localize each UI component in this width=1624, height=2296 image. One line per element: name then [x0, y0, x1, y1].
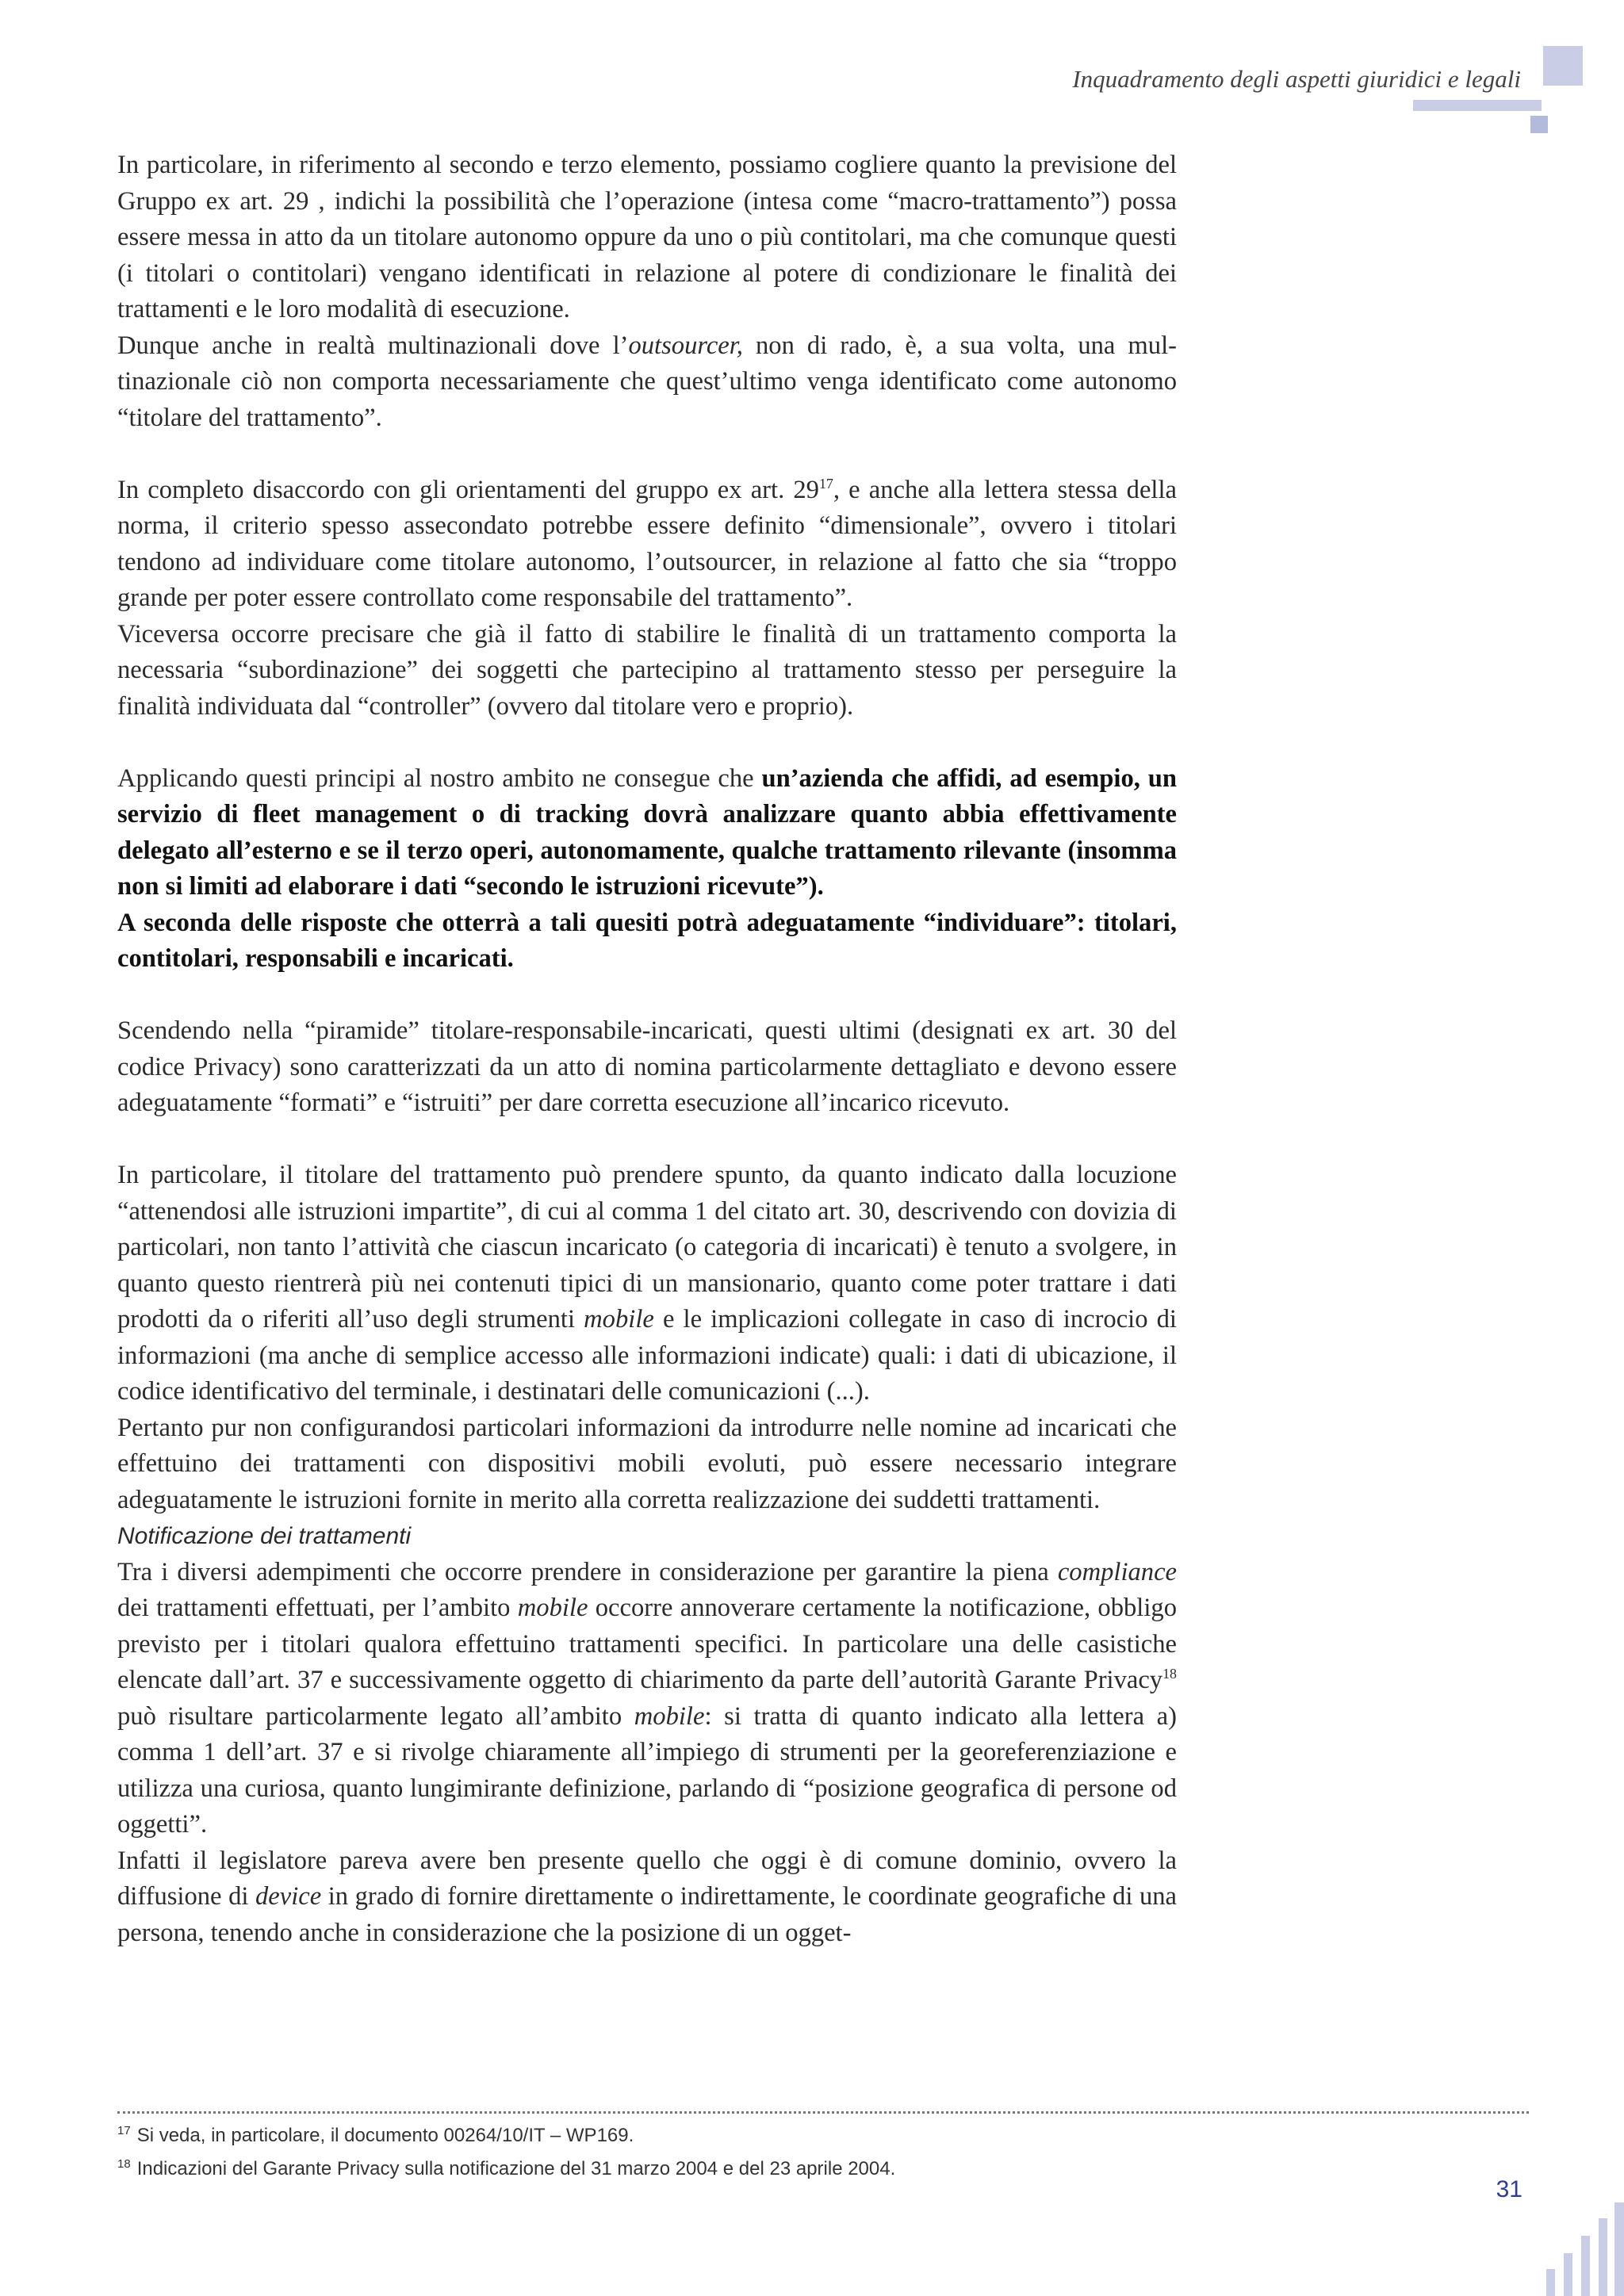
- paragraph: In particolare, il titolare del trattamento può prendere spunto, da quanto indicato dalla locuzione “attenendosi alle istruzioni impartite”, di cui al comma 1 del citato art. 30, descrivendo con dovizia di particolari, non tanto l’attività che ciascun incaricato (o categoria di incaricati) è tenuto a svolgere, in quanto questo rientrerà più nei contenuti tipici di un mansionario, quanto come poter trattare i dati prodotti da o riferiti all’uso degli strumenti mobile e le implicazioni collegate in caso di incrocio di informazioni (ma anche di semplice accesso alle informazioni indicate) quali: i dati di ubicazione, il codice identificativo del terminale, i destinatari delle comunicazioni (...).: [117, 1161, 1177, 1406]
- footnote: $^{17}$ Si veda, in particolare, il documento 00264/10/IT – WP169.: [117, 2124, 634, 2146]
- header-decor-square-small: [1530, 116, 1548, 133]
- paragraph: Tra i diversi adempimenti che occorre prendere in considerazione per garantire la piena compliance dei trattamenti effettuati, per l’ambito mobile occorre annoverare certamente la notificazione, obbligo previsto per i titolari qualora effettuino trattamenti specifici. In particolare una delle casistiche elencate dall’art. 37 e successivamente oggetto di chiarimento da parte dell’autorità Garante Privacy$^{18}$ può risultare particolarmente legato all’ambito mobile: si tratta di quanto indicato alla lettera a) comma 1 dell’art. 37 e si rivolge chiaramente all’impiego di strumenti per la georeferenziazione e utilizza una curiosa, quanto lungimirante definizione, parlando di “posizione geografica di persone od oggetti”.: [117, 1557, 1177, 1839]
- paragraph: Pertanto pur non configurandosi particolari informazioni da introdurre nelle nomine ad incaricati che effettuino dei trattamenti con dispositivi mobili evoluti, può essere necessario integrare adeguatamente le istruzioni fornite in merito alla corretta realizzazione dei suddetti trattamenti.: [117, 1413, 1177, 1514]
- footnotes: [117, 2117, 1529, 2183]
- header-decor-square-large: [1543, 46, 1583, 86]
- paragraph: Viceversa occorre precisare che già il fatto di stabilire le finalità di un trattamento comporta la necessaria “subordinazione” dei soggetti che partecipino al trattamento stesso per perseguire la finalità individuata dal “controller” (ovvero dal titolare vero e proprio).: [117, 619, 1177, 721]
- footer-decor-bar: [1614, 2202, 1624, 2296]
- footnote: $^{18}$ Indicazioni del Garante Privacy sulla notificazione del 31 marzo 2004 e del 23 aprile 2004.: [117, 2157, 896, 2179]
- footer-decor-bar: [1546, 2269, 1555, 2296]
- paragraph: Dunque anche in realtà multinazionali dove l’outsourcer, non di rado, è, a sua volta, una multinazionale ciò non comporta necessariamente che quest’ultimo venga identificato come autonomo “titolare del trattamento”.: [117, 331, 1177, 432]
- paragraph: Applicando questi principi al nostro ambito ne consegue che un’azienda che affidi, ad esempio, un servizio di fleet management o di tracking dovrà analizzare quanto abbia effettivamente delegato all’esterno e se il terzo operi, autonomamente, qualche trattamento rilevante (insomma non si limiti ad elaborare i dati “secondo le istruzioni ricevute”).: [117, 763, 1177, 901]
- header-decor-bar: [1413, 100, 1542, 111]
- paragraph: In particolare, in riferimento al secondo e terzo elemento, possiamo cogliere quanto la previsione del Gruppo ex art. 29 , indichi la possibilità che l’operazione (intesa come “macro-trattamento”) possa essere messa in atto da un titolare autonomo oppure da uno o più contitolari, ma che comunque questi (i titolari o contitolari) vengano identificati in relazione al potere di condizionare le finalità dei trattamenti e le loro modalità di esecuzione.: [117, 151, 1177, 323]
- paragraph: In completo disaccordo con gli orientamenti del gruppo ex art. $29^{17}$, e anche alla lettera stessa della norma, il criterio spesso assecondato potrebbe essere definito “dimensionale”, ovvero i titolari tendono ad individuare come titolare autonomo, l’outsourcer, in relazione al fatto che sia “troppo grande per poter essere controllato come responsabile del trattamento”.: [117, 475, 1177, 612]
- footnote-ref: 18: [1162, 1666, 1177, 1682]
- footer-decor-bar: [1564, 2253, 1572, 2296]
- section-heading: Notificazione dei trattamenti: [117, 1523, 412, 1549]
- paragraph: Scendendo nella “piramide” titolare-responsabile-incaricati, questi ultimi (designati ex art. 30 del codice Privacy) sono caratterizzati da un atto di nomina particolarmente dettagliato e devono essere adeguatamente “formati” e “istruiti” per dare corretta esecuzione all’incarico ricevuto.: [117, 1016, 1177, 1117]
- page-number: 31: [1496, 2176, 1522, 2202]
- footnote-ref: 17: [818, 475, 833, 492]
- footnote-divider: [117, 2111, 1529, 2114]
- main-text: [117, 147, 1177, 1951]
- running-header: Inquadramento degli aspetti giuridici e legali: [1072, 65, 1521, 93]
- footer-decor-bar: [1581, 2236, 1590, 2296]
- paragraph: A seconda delle risposte che otterrà a tali quesiti potrà adeguatamente “individuare”: titolari, contitolari, responsabili e incaricati.: [117, 908, 1177, 973]
- paragraph: Infatti il legislatore pareva avere ben presente quello che oggi è di comune dominio, ovvero la diffusione di device in grado di fornire direttamente o indirettamente, le coordinate geografiche di una persona, tenendo anche in considerazione che la posizione di un ogget-: [117, 1846, 1177, 1947]
- footer-decor-bar: [1599, 2218, 1607, 2296]
